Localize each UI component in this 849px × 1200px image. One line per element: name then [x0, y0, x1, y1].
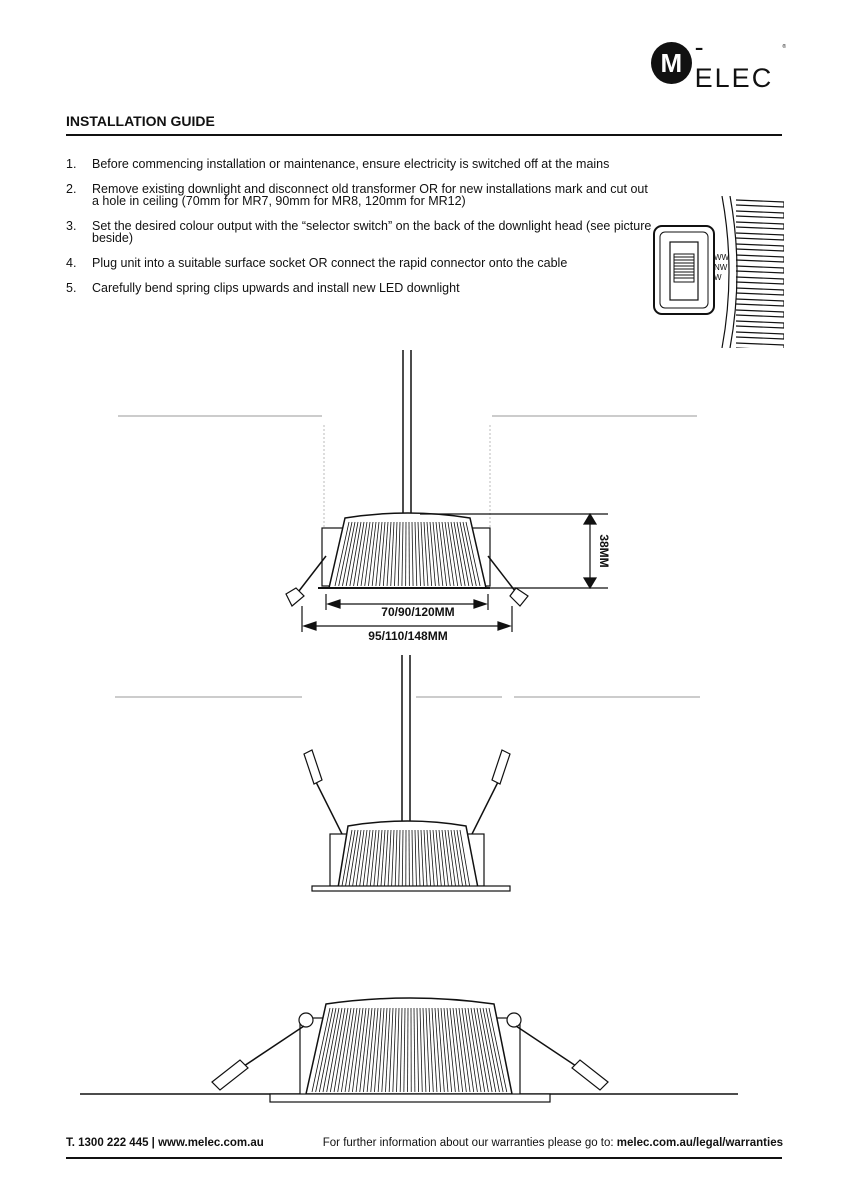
height-dimension-label: 38MM: [597, 534, 611, 568]
fin-line: [736, 299, 784, 306]
fin-line: [736, 211, 784, 218]
cutout-dimension-label: 70/90/120MM: [381, 605, 455, 619]
brand-logo: [651, 32, 786, 93]
logo-trademark: ®: [782, 44, 786, 50]
spring-clip: [238, 1026, 304, 1070]
selector-switch-illustration: [652, 196, 784, 348]
step-number: 1.: [66, 157, 77, 171]
overall-dimension-label: 95/110/148MM: [368, 629, 448, 643]
fin-line: [736, 310, 784, 317]
step-item: [66, 220, 656, 244]
installation-steps: [66, 158, 656, 307]
clip-hinge: [507, 1013, 521, 1027]
title-divider: [66, 134, 782, 136]
step-text: Set the desired colour output with the “selector switch” on the back of the downlight head (see picture beside): [92, 219, 652, 245]
fin-line: [736, 332, 784, 339]
selector-option-ww: WW: [714, 253, 730, 262]
step-number: 5.: [66, 281, 77, 295]
fin-line: [736, 321, 784, 328]
spring-clip-tip: [572, 1060, 608, 1090]
step-number: 3.: [66, 219, 77, 233]
spring-clip-tip: [212, 1060, 248, 1090]
fin-line: [736, 200, 784, 207]
step-number: 4.: [66, 256, 77, 270]
fin-line: [736, 233, 784, 240]
spring-clip-tip: [492, 750, 510, 784]
switch-slider: [674, 254, 694, 282]
footer-contact: T. 1300 222 445 | www.melec.com.au: [66, 1137, 264, 1149]
installation-diagram: [0, 340, 849, 1110]
fin-line: [736, 222, 784, 229]
fin-line: [736, 244, 784, 251]
footer-warranty-text: For further information about our warranties please go to:: [322, 1137, 617, 1149]
footer-divider: [66, 1157, 782, 1159]
step-text: Remove existing downlight and disconnect old transformer OR for new installations mark and cut out a hole in ceiling (70mm for MR7, 90mm for MR8, 120mm for MR12): [92, 182, 648, 208]
clip-hinge: [299, 1013, 313, 1027]
spring-clip-tip: [304, 750, 322, 784]
spring-clip: [314, 778, 342, 834]
downlight-installed-drawing: [80, 998, 738, 1102]
step-text: Plug unit into a suitable surface socket OR connect the rapid connector onto the cable: [92, 256, 568, 270]
fin-line: [736, 255, 784, 262]
step-item: [66, 257, 656, 269]
step-item: [66, 183, 656, 207]
fin-line: [736, 277, 784, 284]
fin-line: [736, 288, 784, 295]
step-text: Carefully bend spring clips upwards and install new LED downlight: [92, 281, 460, 295]
logo-wordmark: -ELEC: [694, 32, 774, 93]
step-text: Before commencing installation or maintenance, ensure electricity is switched off at the mains: [92, 157, 610, 171]
downlight-fins-icon: [722, 196, 784, 348]
trim-ring: [312, 886, 510, 891]
step-item: [66, 282, 656, 294]
logo-circle-letter: M: [651, 42, 692, 84]
selector-option-w: W: [714, 273, 722, 282]
selector-option-nw: NW: [714, 263, 728, 272]
footer-warranty: [323, 1137, 783, 1149]
downlight-dimension-drawing: [118, 350, 697, 632]
downlight-clips-raised-drawing: [115, 655, 700, 891]
fin-line: [736, 266, 784, 273]
spring-clip-tip: [286, 588, 304, 606]
spring-clip: [472, 778, 500, 834]
step-number: 2.: [66, 182, 77, 196]
trim-ring: [270, 1094, 550, 1102]
spring-clip-tip: [510, 588, 528, 606]
warranty-link[interactable]: melec.com.au/legal/warranties: [616, 1137, 783, 1149]
step-item: [66, 158, 656, 170]
page-title: INSTALLATION GUIDE: [66, 113, 215, 129]
spring-clip: [516, 1026, 582, 1070]
